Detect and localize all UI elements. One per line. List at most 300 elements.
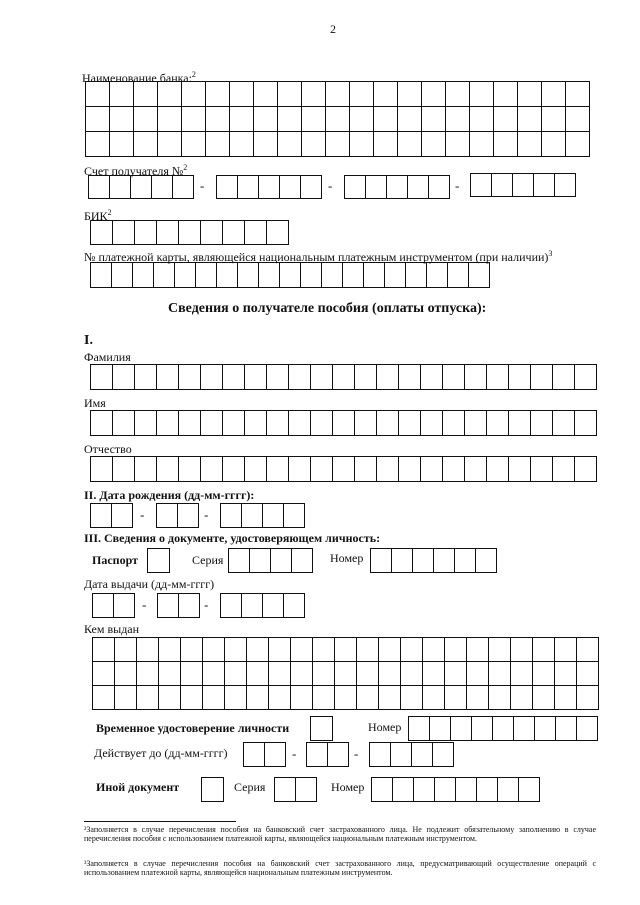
entry-cell[interactable] bbox=[555, 662, 577, 686]
entry-cell[interactable] bbox=[398, 82, 422, 107]
entry-cell[interactable] bbox=[427, 263, 448, 288]
entry-cell[interactable] bbox=[89, 176, 110, 199]
entry-cell[interactable] bbox=[542, 107, 566, 132]
entry-cell[interactable] bbox=[398, 107, 422, 132]
entry-cell[interactable] bbox=[157, 221, 179, 245]
entry-cell[interactable] bbox=[254, 132, 278, 157]
entry-cell[interactable] bbox=[263, 594, 284, 618]
entry-cell[interactable] bbox=[135, 411, 157, 436]
entry-cell[interactable] bbox=[112, 263, 133, 288]
entry-cell[interactable] bbox=[494, 107, 518, 132]
entry-cell[interactable] bbox=[269, 662, 291, 686]
entry-cell[interactable] bbox=[489, 662, 511, 686]
entry-cell[interactable] bbox=[278, 132, 302, 157]
patronymic-grid[interactable] bbox=[90, 456, 597, 482]
entry-cell[interactable] bbox=[137, 638, 159, 662]
entry-cell[interactable] bbox=[533, 662, 555, 686]
entry-cell[interactable] bbox=[555, 686, 577, 710]
entry-cell[interactable] bbox=[498, 778, 519, 802]
entry-cell[interactable] bbox=[421, 411, 443, 436]
entry-cell[interactable] bbox=[435, 778, 456, 802]
entry-cell[interactable] bbox=[245, 365, 267, 390]
entry-cell[interactable] bbox=[91, 365, 113, 390]
entry-cell[interactable] bbox=[455, 549, 476, 573]
entry-cell[interactable] bbox=[93, 638, 115, 662]
bik-grid[interactable] bbox=[90, 220, 289, 245]
entry-cell[interactable] bbox=[401, 638, 423, 662]
entry-cell[interactable] bbox=[291, 686, 313, 710]
entry-cell[interactable] bbox=[311, 365, 333, 390]
entry-cell[interactable] bbox=[137, 662, 159, 686]
entry-cell[interactable] bbox=[201, 457, 223, 482]
entry-cell[interactable] bbox=[152, 176, 173, 199]
entry-cell[interactable] bbox=[489, 638, 511, 662]
entry-cell[interactable] bbox=[157, 365, 179, 390]
entry-cell[interactable] bbox=[343, 263, 364, 288]
entry-cell[interactable] bbox=[280, 263, 301, 288]
entry-cell[interactable] bbox=[575, 365, 597, 390]
entry-cell[interactable] bbox=[86, 132, 110, 157]
entry-cell[interactable] bbox=[542, 82, 566, 107]
entry-cell[interactable] bbox=[206, 82, 230, 107]
entry-cell[interactable] bbox=[355, 457, 377, 482]
entry-cell[interactable] bbox=[443, 365, 465, 390]
entry-cell[interactable] bbox=[553, 365, 575, 390]
entry-cell[interactable] bbox=[159, 662, 181, 686]
entry-cell[interactable] bbox=[372, 778, 393, 802]
entry-cell[interactable] bbox=[406, 263, 427, 288]
entry-cell[interactable] bbox=[134, 82, 158, 107]
entry-cell[interactable] bbox=[566, 82, 590, 107]
entry-cell[interactable] bbox=[311, 717, 333, 741]
entry-cell[interactable] bbox=[158, 82, 182, 107]
entry-cell[interactable] bbox=[322, 263, 343, 288]
entry-cell[interactable] bbox=[364, 263, 385, 288]
entry-cell[interactable] bbox=[254, 107, 278, 132]
entry-cell[interactable] bbox=[575, 457, 597, 482]
entry-cell[interactable] bbox=[201, 365, 223, 390]
entry-cell[interactable] bbox=[181, 686, 203, 710]
entry-cell[interactable] bbox=[267, 365, 289, 390]
entry-cell[interactable] bbox=[492, 174, 513, 197]
entry-cell[interactable] bbox=[421, 457, 443, 482]
entry-cell[interactable] bbox=[355, 365, 377, 390]
entry-cell[interactable] bbox=[350, 132, 374, 157]
entry-cell[interactable] bbox=[422, 82, 446, 107]
entry-cell[interactable] bbox=[313, 662, 335, 686]
entry-cell[interactable] bbox=[531, 411, 553, 436]
entry-cell[interactable] bbox=[91, 411, 113, 436]
entry-cell[interactable] bbox=[157, 504, 178, 528]
entry-cell[interactable] bbox=[471, 174, 492, 197]
account-part-4[interactable] bbox=[470, 173, 576, 197]
entry-cell[interactable] bbox=[333, 411, 355, 436]
entry-cell[interactable] bbox=[223, 365, 245, 390]
entry-cell[interactable] bbox=[113, 365, 135, 390]
entry-cell[interactable] bbox=[423, 662, 445, 686]
entry-cell[interactable] bbox=[535, 717, 556, 741]
entry-cell[interactable] bbox=[179, 365, 201, 390]
entry-cell[interactable] bbox=[267, 411, 289, 436]
entry-cell[interactable] bbox=[374, 82, 398, 107]
valid-month-grid[interactable] bbox=[306, 742, 349, 767]
entry-cell[interactable] bbox=[86, 82, 110, 107]
bank-name-grid[interactable] bbox=[85, 81, 590, 157]
surname-grid[interactable] bbox=[90, 364, 597, 390]
entry-cell[interactable] bbox=[230, 82, 254, 107]
entry-cell[interactable] bbox=[196, 263, 217, 288]
entry-cell[interactable] bbox=[553, 457, 575, 482]
entry-cell[interactable] bbox=[311, 411, 333, 436]
entry-cell[interactable] bbox=[173, 176, 194, 199]
entry-cell[interactable] bbox=[250, 549, 271, 573]
entry-cell[interactable] bbox=[148, 549, 170, 573]
entry-cell[interactable] bbox=[470, 82, 494, 107]
entry-cell[interactable] bbox=[247, 686, 269, 710]
entry-cell[interactable] bbox=[93, 662, 115, 686]
entry-cell[interactable] bbox=[179, 221, 201, 245]
entry-cell[interactable] bbox=[487, 411, 509, 436]
entry-cell[interactable] bbox=[509, 457, 531, 482]
entry-cell[interactable] bbox=[203, 662, 225, 686]
entry-cell[interactable] bbox=[133, 263, 154, 288]
entry-cell[interactable] bbox=[445, 638, 467, 662]
entry-cell[interactable] bbox=[518, 82, 542, 107]
entry-cell[interactable] bbox=[476, 549, 497, 573]
entry-cell[interactable] bbox=[134, 132, 158, 157]
entry-cell[interactable] bbox=[392, 549, 413, 573]
temp-id-number-grid[interactable] bbox=[408, 716, 598, 741]
entry-cell[interactable] bbox=[443, 411, 465, 436]
entry-cell[interactable] bbox=[555, 174, 576, 197]
entry-cell[interactable] bbox=[301, 176, 322, 199]
entry-cell[interactable] bbox=[86, 107, 110, 132]
entry-cell[interactable] bbox=[157, 411, 179, 436]
entry-cell[interactable] bbox=[371, 549, 392, 573]
entry-cell[interactable] bbox=[465, 457, 487, 482]
entry-cell[interactable] bbox=[534, 174, 555, 197]
entry-cell[interactable] bbox=[577, 717, 598, 741]
entry-cell[interactable] bbox=[244, 743, 265, 767]
passport-check[interactable] bbox=[147, 548, 170, 573]
entry-cell[interactable] bbox=[269, 686, 291, 710]
entry-cell[interactable] bbox=[566, 107, 590, 132]
entry-cell[interactable] bbox=[302, 132, 326, 157]
entry-cell[interactable] bbox=[179, 594, 200, 618]
entry-cell[interactable] bbox=[230, 107, 254, 132]
card-grid[interactable] bbox=[90, 262, 490, 288]
entry-cell[interactable] bbox=[311, 457, 333, 482]
entry-cell[interactable] bbox=[446, 132, 470, 157]
entry-cell[interactable] bbox=[477, 778, 498, 802]
entry-cell[interactable] bbox=[135, 221, 157, 245]
entry-cell[interactable] bbox=[470, 107, 494, 132]
entry-cell[interactable] bbox=[181, 638, 203, 662]
entry-cell[interactable] bbox=[259, 263, 280, 288]
entry-cell[interactable] bbox=[242, 594, 263, 618]
entry-cell[interactable] bbox=[223, 457, 245, 482]
entry-cell[interactable] bbox=[511, 638, 533, 662]
entry-cell[interactable] bbox=[203, 638, 225, 662]
entry-cell[interactable] bbox=[181, 662, 203, 686]
entry-cell[interactable] bbox=[245, 457, 267, 482]
entry-cell[interactable] bbox=[313, 686, 335, 710]
entry-cell[interactable] bbox=[430, 717, 451, 741]
entry-cell[interactable] bbox=[445, 662, 467, 686]
entry-cell[interactable] bbox=[401, 686, 423, 710]
entry-cell[interactable] bbox=[326, 82, 350, 107]
entry-cell[interactable] bbox=[472, 717, 493, 741]
entry-cell[interactable] bbox=[284, 504, 305, 528]
entry-cell[interactable] bbox=[157, 457, 179, 482]
entry-cell[interactable] bbox=[399, 365, 421, 390]
entry-cell[interactable] bbox=[280, 176, 301, 199]
entry-cell[interactable] bbox=[422, 132, 446, 157]
passport-series-grid[interactable] bbox=[228, 548, 313, 573]
entry-cell[interactable] bbox=[301, 263, 322, 288]
entry-cell[interactable] bbox=[423, 638, 445, 662]
issue-year-grid[interactable] bbox=[220, 593, 305, 618]
entry-cell[interactable] bbox=[399, 411, 421, 436]
entry-cell[interactable] bbox=[259, 176, 280, 199]
entry-cell[interactable] bbox=[335, 686, 357, 710]
entry-cell[interactable] bbox=[115, 686, 137, 710]
entry-cell[interactable] bbox=[114, 594, 135, 618]
entry-cell[interactable] bbox=[385, 263, 406, 288]
entry-cell[interactable] bbox=[275, 778, 296, 802]
entry-cell[interactable] bbox=[225, 638, 247, 662]
entry-cell[interactable] bbox=[154, 263, 175, 288]
entry-cell[interactable] bbox=[302, 82, 326, 107]
entry-cell[interactable] bbox=[357, 638, 379, 662]
entry-cell[interactable] bbox=[423, 686, 445, 710]
entry-cell[interactable] bbox=[443, 457, 465, 482]
entry-cell[interactable] bbox=[217, 263, 238, 288]
entry-cell[interactable] bbox=[408, 176, 429, 199]
entry-cell[interactable] bbox=[391, 743, 412, 767]
entry-cell[interactable] bbox=[445, 686, 467, 710]
other-doc-series-grid[interactable] bbox=[274, 777, 317, 802]
entry-cell[interactable] bbox=[446, 107, 470, 132]
entry-cell[interactable] bbox=[379, 638, 401, 662]
entry-cell[interactable] bbox=[230, 132, 254, 157]
entry-cell[interactable] bbox=[245, 221, 267, 245]
entry-cell[interactable] bbox=[333, 365, 355, 390]
entry-cell[interactable] bbox=[533, 638, 555, 662]
entry-cell[interactable] bbox=[326, 107, 350, 132]
entry-cell[interactable] bbox=[110, 107, 134, 132]
entry-cell[interactable] bbox=[398, 132, 422, 157]
entry-cell[interactable] bbox=[135, 457, 157, 482]
entry-cell[interactable] bbox=[137, 686, 159, 710]
entry-cell[interactable] bbox=[366, 176, 387, 199]
entry-cell[interactable] bbox=[448, 263, 469, 288]
entry-cell[interactable] bbox=[519, 778, 540, 802]
temp-id-check[interactable] bbox=[310, 716, 333, 741]
entry-cell[interactable] bbox=[179, 457, 201, 482]
entry-cell[interactable] bbox=[115, 662, 137, 686]
entry-cell[interactable] bbox=[182, 107, 206, 132]
entry-cell[interactable] bbox=[131, 176, 152, 199]
entry-cell[interactable] bbox=[509, 411, 531, 436]
entry-cell[interactable] bbox=[412, 743, 433, 767]
entry-cell[interactable] bbox=[513, 174, 534, 197]
issued-by-grid[interactable] bbox=[92, 637, 599, 710]
entry-cell[interactable] bbox=[494, 82, 518, 107]
entry-cell[interactable] bbox=[113, 221, 135, 245]
entry-cell[interactable] bbox=[221, 504, 242, 528]
entry-cell[interactable] bbox=[292, 549, 313, 573]
entry-cell[interactable] bbox=[238, 263, 259, 288]
entry-cell[interactable] bbox=[493, 717, 514, 741]
entry-cell[interactable] bbox=[225, 662, 247, 686]
entry-cell[interactable] bbox=[514, 717, 535, 741]
entry-cell[interactable] bbox=[158, 132, 182, 157]
entry-cell[interactable] bbox=[225, 686, 247, 710]
entry-cell[interactable] bbox=[393, 778, 414, 802]
entry-cell[interactable] bbox=[577, 662, 599, 686]
entry-cell[interactable] bbox=[115, 638, 137, 662]
entry-cell[interactable] bbox=[178, 504, 199, 528]
entry-cell[interactable] bbox=[269, 638, 291, 662]
entry-cell[interactable] bbox=[401, 662, 423, 686]
entry-cell[interactable] bbox=[487, 457, 509, 482]
entry-cell[interactable] bbox=[566, 132, 590, 157]
entry-cell[interactable] bbox=[278, 107, 302, 132]
entry-cell[interactable] bbox=[465, 411, 487, 436]
entry-cell[interactable] bbox=[333, 457, 355, 482]
entry-cell[interactable] bbox=[377, 365, 399, 390]
entry-cell[interactable] bbox=[387, 176, 408, 199]
entry-cell[interactable] bbox=[254, 82, 278, 107]
entry-cell[interactable] bbox=[399, 457, 421, 482]
entry-cell[interactable] bbox=[335, 662, 357, 686]
entry-cell[interactable] bbox=[247, 638, 269, 662]
entry-cell[interactable] bbox=[414, 778, 435, 802]
entry-cell[interactable] bbox=[289, 411, 311, 436]
entry-cell[interactable] bbox=[223, 411, 245, 436]
entry-cell[interactable] bbox=[242, 504, 263, 528]
entry-cell[interactable] bbox=[113, 457, 135, 482]
entry-cell[interactable] bbox=[229, 549, 250, 573]
entry-cell[interactable] bbox=[91, 221, 113, 245]
account-part-2[interactable] bbox=[216, 175, 322, 199]
entry-cell[interactable] bbox=[422, 107, 446, 132]
entry-cell[interactable] bbox=[91, 504, 112, 528]
entry-cell[interactable] bbox=[374, 107, 398, 132]
entry-cell[interactable] bbox=[467, 662, 489, 686]
valid-day-grid[interactable] bbox=[243, 742, 286, 767]
entry-cell[interactable] bbox=[509, 365, 531, 390]
entry-cell[interactable] bbox=[289, 457, 311, 482]
entry-cell[interactable] bbox=[296, 778, 317, 802]
entry-cell[interactable] bbox=[326, 132, 350, 157]
entry-cell[interactable] bbox=[217, 176, 238, 199]
entry-cell[interactable] bbox=[263, 504, 284, 528]
entry-cell[interactable] bbox=[409, 717, 430, 741]
entry-cell[interactable] bbox=[575, 411, 597, 436]
entry-cell[interactable] bbox=[511, 686, 533, 710]
entry-cell[interactable] bbox=[577, 686, 599, 710]
entry-cell[interactable] bbox=[350, 82, 374, 107]
account-part-3[interactable] bbox=[344, 175, 450, 199]
entry-cell[interactable] bbox=[182, 132, 206, 157]
entry-cell[interactable] bbox=[112, 504, 133, 528]
entry-cell[interactable] bbox=[223, 221, 245, 245]
birth-day-grid[interactable] bbox=[90, 503, 133, 528]
entry-cell[interactable] bbox=[202, 778, 224, 802]
entry-cell[interactable] bbox=[328, 743, 349, 767]
birth-year-grid[interactable] bbox=[220, 503, 305, 528]
entry-cell[interactable] bbox=[159, 638, 181, 662]
entry-cell[interactable] bbox=[284, 594, 305, 618]
entry-cell[interactable] bbox=[134, 107, 158, 132]
entry-cell[interactable] bbox=[377, 411, 399, 436]
entry-cell[interactable] bbox=[350, 107, 374, 132]
entry-cell[interactable] bbox=[531, 457, 553, 482]
entry-cell[interactable] bbox=[531, 365, 553, 390]
entry-cell[interactable] bbox=[135, 365, 157, 390]
entry-cell[interactable] bbox=[179, 411, 201, 436]
entry-cell[interactable] bbox=[110, 132, 134, 157]
entry-cell[interactable] bbox=[110, 176, 131, 199]
entry-cell[interactable] bbox=[93, 594, 114, 618]
entry-cell[interactable] bbox=[355, 411, 377, 436]
entry-cell[interactable] bbox=[370, 743, 391, 767]
entry-cell[interactable] bbox=[556, 717, 577, 741]
entry-cell[interactable] bbox=[91, 263, 112, 288]
entry-cell[interactable] bbox=[429, 176, 450, 199]
entry-cell[interactable] bbox=[267, 457, 289, 482]
entry-cell[interactable] bbox=[469, 263, 490, 288]
entry-cell[interactable] bbox=[379, 686, 401, 710]
issue-day-grid[interactable] bbox=[92, 593, 135, 618]
other-doc-check[interactable] bbox=[201, 777, 224, 802]
entry-cell[interactable] bbox=[379, 662, 401, 686]
entry-cell[interactable] bbox=[357, 686, 379, 710]
entry-cell[interactable] bbox=[511, 662, 533, 686]
entry-cell[interactable] bbox=[201, 411, 223, 436]
entry-cell[interactable] bbox=[158, 594, 179, 618]
issue-month-grid[interactable] bbox=[157, 593, 200, 618]
birth-month-grid[interactable] bbox=[156, 503, 199, 528]
entry-cell[interactable] bbox=[201, 221, 223, 245]
entry-cell[interactable] bbox=[377, 457, 399, 482]
entry-cell[interactable] bbox=[542, 132, 566, 157]
entry-cell[interactable] bbox=[335, 638, 357, 662]
entry-cell[interactable] bbox=[302, 107, 326, 132]
entry-cell[interactable] bbox=[110, 82, 134, 107]
entry-cell[interactable] bbox=[577, 638, 599, 662]
entry-cell[interactable] bbox=[289, 365, 311, 390]
entry-cell[interactable] bbox=[247, 662, 269, 686]
entry-cell[interactable] bbox=[456, 778, 477, 802]
entry-cell[interactable] bbox=[553, 411, 575, 436]
entry-cell[interactable] bbox=[518, 132, 542, 157]
entry-cell[interactable] bbox=[206, 132, 230, 157]
entry-cell[interactable] bbox=[307, 743, 328, 767]
entry-cell[interactable] bbox=[413, 549, 434, 573]
passport-number-grid[interactable] bbox=[370, 548, 497, 573]
entry-cell[interactable] bbox=[467, 638, 489, 662]
entry-cell[interactable] bbox=[518, 107, 542, 132]
entry-cell[interactable] bbox=[221, 594, 242, 618]
entry-cell[interactable] bbox=[374, 132, 398, 157]
entry-cell[interactable] bbox=[345, 176, 366, 199]
valid-year-grid[interactable] bbox=[369, 742, 454, 767]
entry-cell[interactable] bbox=[487, 365, 509, 390]
other-doc-number-grid[interactable] bbox=[371, 777, 540, 802]
